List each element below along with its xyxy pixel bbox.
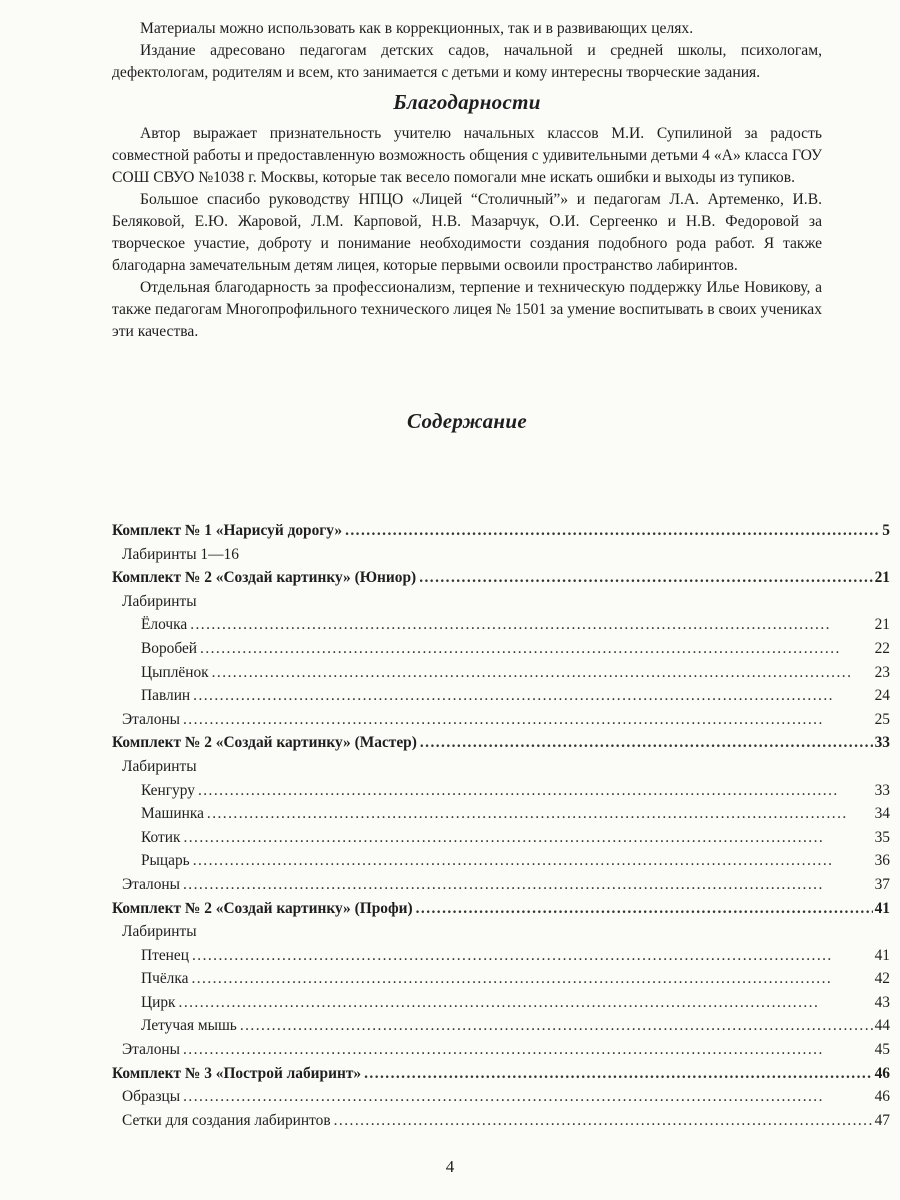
toc-dot-leader bbox=[183, 708, 873, 732]
toc-entry-title: Комплект № 2 «Создай картинку» (Юниор) bbox=[112, 569, 417, 587]
toc-page-number: 21 bbox=[874, 616, 890, 634]
toc-dot-leader bbox=[191, 967, 872, 991]
toc-entry bbox=[112, 566, 890, 590]
toc-page-number: 21 bbox=[874, 569, 890, 587]
toc-entry bbox=[141, 661, 890, 685]
toc-page-number: 41 bbox=[874, 899, 890, 917]
toc-entry-title: Лабиринты 1—16 bbox=[122, 545, 239, 563]
toc-entry bbox=[122, 1109, 890, 1133]
toc-item-row bbox=[0, 1014, 900, 1038]
toc-subsection-row bbox=[0, 590, 900, 614]
toc-entry bbox=[112, 897, 890, 921]
toc-dot-leader bbox=[193, 684, 872, 708]
toc-page-number: 46 bbox=[874, 1088, 890, 1106]
toc-entry-title: Птенец bbox=[141, 946, 189, 964]
toc-section-row bbox=[0, 1062, 900, 1086]
toc-dot-leader bbox=[334, 1109, 873, 1133]
toc-dot-leader bbox=[183, 873, 873, 897]
toc-dot-leader bbox=[192, 944, 873, 968]
toc-entry-title: Эталоны bbox=[122, 875, 180, 893]
toc-entry bbox=[122, 590, 200, 614]
toc-entry-title: Эталоны bbox=[122, 1041, 180, 1059]
page-content bbox=[112, 18, 822, 450]
toc-item-row bbox=[0, 991, 900, 1015]
toc-entry bbox=[122, 708, 890, 732]
toc-entry-title: Сетки для создания лабиринтов bbox=[122, 1111, 331, 1129]
toc-dot-leader bbox=[183, 1085, 872, 1109]
toc-entry bbox=[141, 684, 890, 708]
toc-entry-title: Комплект № 2 «Создай картинку» (Мастер) bbox=[112, 734, 417, 752]
toc-dot-leader bbox=[198, 779, 873, 803]
toc-item-row bbox=[0, 661, 900, 685]
toc-dot-leader bbox=[183, 826, 872, 850]
toc-page-number: 45 bbox=[874, 1041, 890, 1059]
toc-dot-leader bbox=[207, 802, 873, 826]
page-number: 4 bbox=[445, 1157, 455, 1176]
toc-section-row bbox=[0, 731, 900, 755]
toc-entry-title: Цыплёнок bbox=[141, 663, 209, 681]
acknowledgements-paragraph-3: Отдельная благодарность за профессионализм, терпение и техническую поддержку Илье Новикову, а также педагогам Многопрофильного технического лицея № 1501 за умение воспитывать в своих учениках эти качества. bbox=[112, 279, 822, 340]
toc-entry bbox=[141, 637, 890, 661]
toc-subsection-row bbox=[0, 543, 900, 567]
toc-entry bbox=[141, 944, 890, 968]
toc-dot-leader bbox=[179, 991, 873, 1015]
toc-entry bbox=[141, 991, 890, 1015]
toc-subsection-row bbox=[0, 1085, 900, 1109]
toc-entry-title: Лабиринты bbox=[122, 592, 197, 610]
toc-page-number: 37 bbox=[874, 875, 890, 893]
toc-subsection-row bbox=[0, 920, 900, 944]
toc-item-row bbox=[0, 826, 900, 850]
toc-entry-title: Кенгуру bbox=[141, 781, 195, 799]
toc-page-number: 36 bbox=[874, 852, 890, 870]
toc-page-number: 44 bbox=[874, 1017, 890, 1035]
toc-entry-title: Цирк bbox=[141, 993, 176, 1011]
toc-page-number: 34 bbox=[874, 805, 890, 823]
toc-entry bbox=[122, 755, 200, 779]
toc-dot-leader bbox=[240, 1014, 873, 1038]
toc-entry-title: Машинка bbox=[141, 805, 204, 823]
toc-entry-title: Комплект № 2 «Создай картинку» (Профи) bbox=[112, 899, 413, 917]
toc-subsection-row bbox=[0, 1038, 900, 1062]
toc-entry bbox=[141, 826, 890, 850]
toc-page-number: 33 bbox=[874, 734, 890, 752]
toc-dot-leader bbox=[212, 661, 873, 685]
toc-entry-title: Лабиринты bbox=[122, 923, 197, 941]
toc-entry bbox=[122, 1038, 890, 1062]
toc-entry bbox=[141, 967, 890, 991]
toc-entry bbox=[141, 779, 890, 803]
toc-page-number: 33 bbox=[874, 781, 890, 799]
toc-entry bbox=[141, 802, 890, 826]
toc-section-row bbox=[0, 566, 900, 590]
toc-subsection-row bbox=[0, 873, 900, 897]
toc-entry bbox=[112, 731, 890, 755]
toc-entry bbox=[122, 543, 242, 567]
toc-dot-leader bbox=[345, 519, 880, 543]
toc-subsection-row bbox=[0, 708, 900, 732]
toc-entry-title: Ёлочка bbox=[141, 616, 188, 634]
toc-page-number: 43 bbox=[874, 993, 890, 1011]
intro-paragraph-1: Материалы можно использовать как в коррекционных, так и в развивающих целях. bbox=[140, 20, 694, 37]
toc-item-row bbox=[0, 944, 900, 968]
toc-entry bbox=[141, 1014, 890, 1038]
toc-entry bbox=[141, 849, 890, 873]
acknowledgements-paragraph-1: Автор выражает признательность учителю начальных классов М.И. Супилиной за радость совместной работы и предоставленную возможность общения с удивительными детьми 4 «А» класса ГОУ СОШ СВУО №1038 г. Москвы, которые так весело помогали мне искать ошибки и выходы из тупиков. bbox=[112, 125, 822, 186]
toc-entry-title: Павлин bbox=[141, 687, 191, 705]
toc-subsection-row bbox=[0, 1109, 900, 1133]
toc-page-number: 46 bbox=[874, 1064, 890, 1082]
toc-item-row bbox=[0, 802, 900, 826]
toc-page-number: 25 bbox=[874, 710, 890, 728]
toc-dot-leader bbox=[190, 613, 872, 637]
toc-item-row bbox=[0, 967, 900, 991]
toc-page-number: 23 bbox=[874, 663, 890, 681]
toc-page-number: 24 bbox=[874, 687, 890, 705]
toc-dot-leader bbox=[200, 637, 873, 661]
toc-dot-leader bbox=[416, 897, 873, 921]
toc-entry-title: Комплект № 3 «Построй лабиринт» bbox=[112, 1064, 362, 1082]
toc-item-row bbox=[0, 779, 900, 803]
toc-heading: Содержание bbox=[407, 409, 527, 433]
toc-page-number: 42 bbox=[874, 970, 890, 988]
toc-entry-title: Котик bbox=[141, 828, 181, 846]
toc-entry bbox=[122, 1085, 890, 1109]
toc-entry-title: Летучая мышь bbox=[141, 1017, 237, 1035]
toc-page-number: 22 bbox=[874, 639, 890, 657]
table-of-contents bbox=[0, 519, 900, 1132]
toc-entry-title: Воробей bbox=[141, 639, 198, 657]
toc-entry-title: Пчёлка bbox=[141, 970, 189, 988]
toc-entry-title: Лабиринты bbox=[122, 757, 197, 775]
intro-paragraph-2: Издание адресовано педагогам детских садов, начальной и средней школы, психологам, дефектологам, родителям и всем, кто занимается с детьми и кому интересны творческие задания. bbox=[112, 42, 822, 81]
acknowledgements-paragraph-2: Большое спасибо руководству НПЦО «Лицей “Столичный”» и педагогам Л.А. Артеменко, И.В. Беляковой, Е.Ю. Жаровой, Л.М. Карповой, Н.В. Мазарчук, О.И. Сергеенко и Н.В. Федоровой за творческое участие, доброту и понимание необходимости создания подобного рода работ. Я также благодарна замечательным детям лицея, которые первыми освоили пространство лабиринтов. bbox=[112, 191, 822, 274]
toc-item-row bbox=[0, 637, 900, 661]
toc-dot-leader bbox=[364, 1062, 873, 1086]
toc-entry bbox=[112, 519, 890, 543]
toc-entry-title: Комплект № 1 «Нарисуй дорогу» bbox=[112, 522, 343, 539]
toc-dot-leader bbox=[419, 566, 872, 590]
toc-item-row bbox=[0, 613, 900, 637]
toc-entry bbox=[122, 873, 890, 897]
toc-entry-title: Рыцарь bbox=[141, 852, 190, 870]
toc-item-row bbox=[0, 684, 900, 708]
acknowledgements-heading: Благодарности bbox=[393, 90, 541, 114]
toc-dot-leader bbox=[193, 849, 873, 873]
toc-section-row bbox=[0, 897, 900, 921]
toc-entry-title: Образцы bbox=[122, 1088, 181, 1106]
toc-item-row bbox=[0, 849, 900, 873]
toc-entry bbox=[112, 1062, 890, 1086]
toc-entry-title: Эталоны bbox=[122, 710, 180, 728]
toc-dot-leader bbox=[183, 1038, 873, 1062]
toc-page-number: 5 bbox=[882, 522, 890, 539]
toc-subsection-row bbox=[0, 755, 900, 779]
toc-page-number: 47 bbox=[874, 1111, 890, 1129]
toc-entry bbox=[122, 920, 200, 944]
toc-entry bbox=[141, 613, 890, 637]
toc-page-number: 41 bbox=[874, 946, 890, 964]
toc-page-number: 35 bbox=[874, 828, 890, 846]
toc-section-row bbox=[0, 519, 900, 543]
toc-dot-leader bbox=[420, 731, 873, 755]
